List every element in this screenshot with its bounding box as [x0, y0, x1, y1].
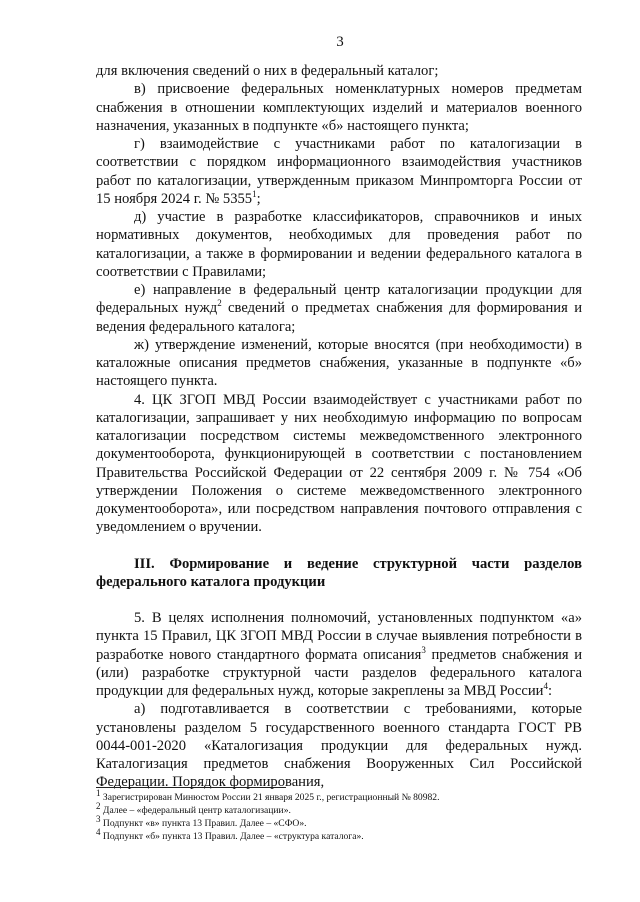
footnote-1-number: 1: [96, 787, 101, 798]
paragraph-item-e-text: е) направление в федеральный центр каталогизации продукции для федеральных нужд: [96, 282, 582, 317]
paragraph-item-v: в) присвоение федеральных номенклатурных номеров предметам снабжения в отношении комплектующих изделий и материалов военного назначения, указанных в подпункте «б» настоящего пункта;: [96, 81, 582, 134]
paragraph-5-mid: предметов снабжения и (или) разработке структурной части разделов федерального каталога продукции для федеральных нужд, которые закреплены за МВД России: [96, 646, 582, 699]
footnote-ref-1: 1: [252, 188, 257, 199]
paragraph-item-g-text: г) взаимодействие с участниками работ по каталогизации в соответствии с порядком информационного взаимодействия участников работ по каталогизации, утвержденным приказом Минпромторга России от 15 ноября 2024 г. № 5355: [96, 136, 582, 207]
paragraph-item-g: [96, 135, 582, 208]
paragraph-item-a: а) подготавливается в соответствии с требованиями, которые установлены разделом 5 государственного военного стандарта ГОСТ РВ 0044-001-2020 «Каталогизация продукции для федеральных нужд. Каталогизация предметов снабжения Вооруженных Сил Российской Федерации. Порядок формирования,: [96, 701, 582, 791]
footnote-4-text: Подпункт «б» пункта 13 Правил. Далее – «структура каталога».: [100, 831, 364, 842]
footnote-4-number: 4: [96, 826, 101, 837]
paragraph-item-e: [96, 281, 582, 336]
footnote-ref-4: 4: [543, 681, 548, 692]
footnote-2: [96, 800, 576, 817]
footnote-ref-2: 2: [217, 298, 222, 309]
footnote-3-number: 3: [96, 813, 101, 824]
paragraph-5-tail: :: [547, 683, 553, 699]
footnote-1: [96, 787, 576, 804]
paragraph-5: [96, 609, 582, 700]
paragraph-item-d: д) участие в разработке классификаторов, справочников и иных нормативных документов, необходимых для проведения работ по каталогизации, а также в формировании и ведении федерального каталога в соответствии с Правилами;: [96, 209, 582, 280]
footnotes: [96, 787, 576, 843]
section-heading: III. Формирование и ведение структурной части разделов федерального каталога продукции: [96, 555, 582, 590]
footnote-1-text: Зарегистрирован Минюстом России 21 января 2025 г., регистрационный № 80982.: [100, 792, 440, 803]
footnote-3-text: Подпункт «в» пункта 13 Правил. Далее – «СФО».: [100, 818, 307, 829]
paragraph-4: 4. ЦК ЗГОП МВД России взаимодействует с участниками работ по каталогизации, запрашивает у них необходимую информацию по вопросам каталогизации посредством системы межведомственного электронного документооборота, функционирующей в соответствии с постановлением Правительства Российской Федерации от 22 сентября 2009 г. № 754 «Об утверждении Положения о системе межведомственного электронного документооборота», или посредством направления почтового отправления с уведомлением о вручении.: [96, 391, 582, 536]
footnote-ref-3: 3: [421, 644, 426, 655]
footnote-separator: [96, 787, 286, 788]
document-body: [96, 62, 582, 792]
page-number: 3: [336, 34, 344, 50]
paragraph-item-e-tail: сведений о предметах снабжения для формирования и ведения федерального каталога;: [96, 300, 583, 335]
footnote-3: [96, 813, 576, 830]
footnote-2-text: Далее – «федеральный центр каталогизации».: [100, 805, 291, 816]
paragraph-item-zh: ж) утверждение изменений, которые вносятся (при необходимости) в каталожные описания предметов снабжения, указанные в подпункте «б» настоящего пункта.: [96, 336, 582, 390]
paragraph-5-text: 5. В целях исполнения полномочий, установленных подпунктом «а» пункта 15 Правил, ЦК ЗГОП МВД России в случае выявления потребности в разработке нового стандартного формата описания: [96, 610, 582, 663]
paragraph-continuation: для включения сведений о них в федеральный каталог;: [96, 63, 439, 79]
paragraph-item-g-tail: ;: [256, 190, 261, 207]
footnote-4: [96, 826, 576, 843]
footnote-2-number: 2: [96, 800, 101, 811]
